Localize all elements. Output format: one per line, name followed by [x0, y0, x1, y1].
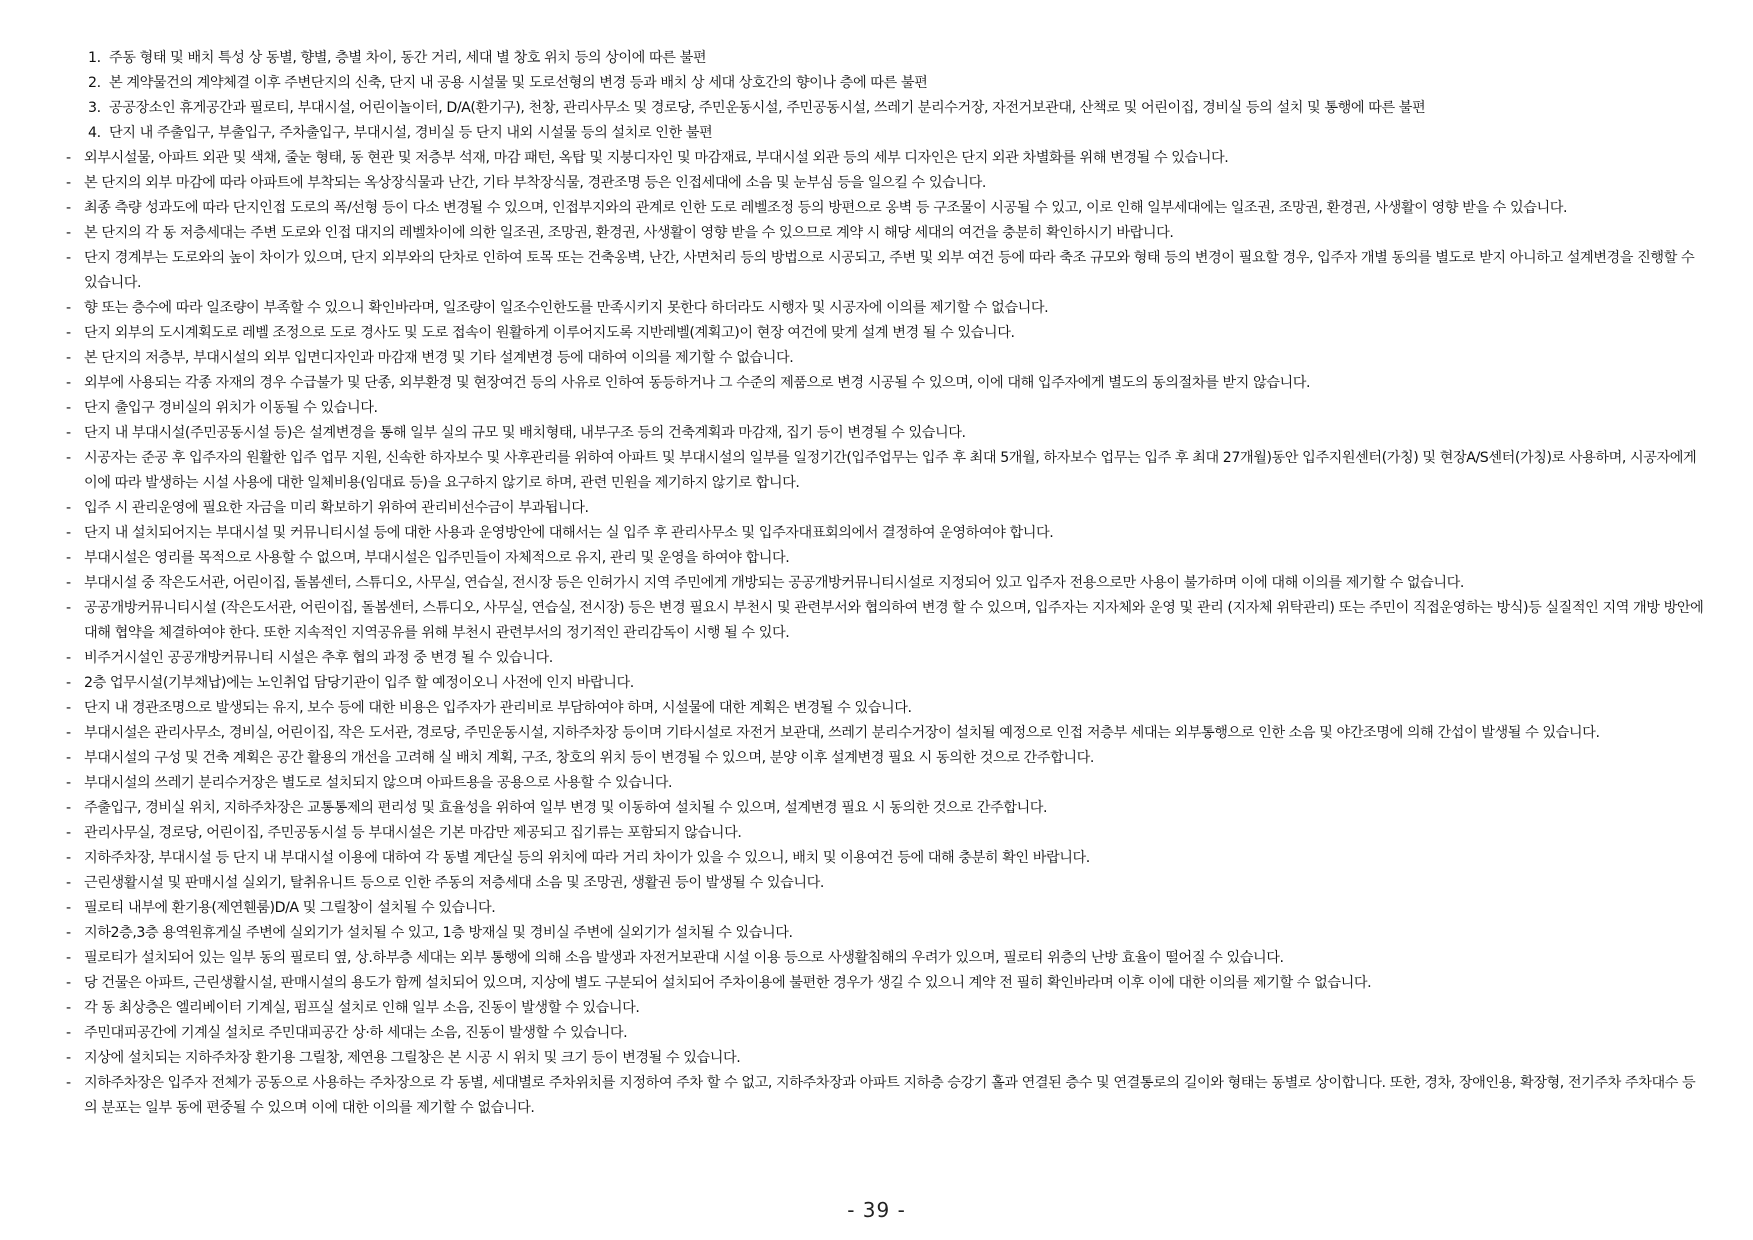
notice-item: [66, 896, 1706, 921]
bullet-dash: -: [66, 875, 71, 891]
notice-item: [66, 596, 1706, 646]
notice-item: [66, 496, 1706, 521]
item-text: 단지 내 주출입구, 부출입구, 주차출입구, 부대시설, 경비실 등 단지 내외 시설물 등의 설치로 인한 불편: [109, 125, 713, 141]
item-text: 공공장소인 휴게공간과 필로티, 부대시설, 어린이놀이터, D/A(환기구), 천창, 관리사무소 및 경로당, 주민운동시설, 주민공동시설, 쓰레기 분리수거장, 자전거보관대, 산책로 및 어린이집, 경비실 등의 설치 및 통행에 따른 불편: [109, 100, 1426, 116]
bullet-dash: -: [66, 325, 71, 341]
notice-item: [66, 996, 1706, 1021]
notice-item: [66, 421, 1706, 446]
notice-text: 단지 출입구 경비실의 위치가 이동될 수 있습니다.: [84, 400, 378, 416]
bullet-dash: -: [66, 250, 71, 266]
notice-text: 지하주차장, 부대시설 등 단지 내 부대시설 이용에 대하여 각 동별 계단실 등의 위치에 따라 거리 차이가 있을 수 있으니, 배치 및 이용여건 등에 대해 충분히 확인 바랍니다.: [84, 850, 1090, 866]
numbered-item: [88, 71, 1706, 96]
notice-item: [66, 571, 1706, 596]
bullet-dash: -: [66, 700, 71, 716]
notice-item: [66, 546, 1706, 571]
bullet-dash: -: [66, 750, 71, 766]
bullet-dash: -: [66, 900, 71, 916]
numbered-item: [88, 121, 1706, 146]
notice-item: [66, 671, 1706, 696]
bullet-dash: -: [66, 600, 71, 616]
bullet-dash: -: [66, 175, 71, 191]
numbered-item: [88, 96, 1706, 121]
bullet-dash: -: [66, 375, 71, 391]
notice-item: [66, 1046, 1706, 1071]
item-number: 3.: [88, 100, 101, 116]
notice-text: 지하주차장은 입주자 전체가 공동으로 사용하는 주차장으로 각 동별, 세대별로 주차위치를 지정하여 주차 할 수 없고, 지하주차장과 아파트 지하층 승강기 홀과 연결된 층수 및 연결통로의 길이와 형태는 동별로 상이합니다. 또한, 경차, 장애인용, 확장형, 전기주차 주차대수 등의 분포는 일부 동에 편중될 수 있으며 이에 대한 이의를 제기할 수 없습니다.: [84, 1075, 1696, 1116]
notice-text: 단지 내 부대시설(주민공동시설 등)은 설계변경을 통해 일부 실의 규모 및 배치형태, 내부구조 등의 건축계획과 마감재, 집기 등이 변경될 수 있습니다.: [84, 425, 966, 441]
item-text: 주동 형태 및 배치 특성 상 동별, 향별, 층별 차이, 동간 거리, 세대 별 창호 위치 등의 상이에 따른 불편: [109, 50, 707, 66]
notice-text: 2층 업무시설(기부채납)에는 노인취업 담당기관이 입주 할 예정이오니 사전에 인지 바랍니다.: [84, 675, 634, 691]
notice-item: [66, 771, 1706, 796]
notice-item: [66, 971, 1706, 996]
notice-item: [66, 1071, 1706, 1121]
notice-item: [66, 346, 1706, 371]
bullet-dash: -: [66, 1075, 71, 1091]
bullet-dash: -: [66, 950, 71, 966]
bullet-dash: -: [66, 300, 71, 316]
notice-item: [66, 921, 1706, 946]
notice-item: [66, 321, 1706, 346]
notice-text: 외부에 사용되는 각종 자재의 경우 수급불가 및 단종, 외부환경 및 현장여건 등의 사유로 인하여 동등하거나 그 수준의 제품으로 변경 시공될 수 있으며, 이에 대해 입주자에게 별도의 동의절차를 받지 않습니다.: [84, 375, 1311, 391]
numbered-list: [88, 46, 1706, 146]
bullet-dash: -: [66, 925, 71, 941]
bullet-dash: -: [66, 500, 71, 516]
notice-item: [66, 721, 1706, 746]
notice-text: 단지 경계부는 도로와의 높이 차이가 있으며, 단지 외부와의 단차로 인하여 토목 또는 건축옹벽, 난간, 사면처리 등의 방법으로 시공되고, 주변 및 외부 여건 등에 따라 축조 규모와 형태 등의 변경이 필요할 경우, 입주자 개별 동의를 별도로 받지 아니하고 설계변경을 진행할 수 있습니다.: [84, 250, 1695, 291]
bullet-dash: -: [66, 800, 71, 816]
bullet-dash: -: [66, 525, 71, 541]
notice-list: [66, 146, 1706, 1121]
notice-item: [66, 796, 1706, 821]
bullet-dash: -: [66, 1025, 71, 1041]
notice-text: 필로티가 설치되어 있는 일부 동의 필로티 옆, 상.하부층 세대는 외부 통행에 의해 소음 발생과 자전거보관대 시설 이용 등으로 사생활침해의 우려가 있으며, 필로티 위층의 난방 효율이 떨어질 수 있습니다.: [84, 950, 1284, 966]
bullet-dash: -: [66, 850, 71, 866]
notice-item: [66, 221, 1706, 246]
notice-item: [66, 946, 1706, 971]
notice-text: 각 동 최상층은 엘리베이터 기계실, 펌프실 설치로 인해 일부 소음, 진동이 발생할 수 있습니다.: [84, 1000, 640, 1016]
notice-text: 부대시설의 구성 및 건축 계획은 공간 활용의 개선을 고려해 실 배치 계획, 구조, 창호의 위치 등이 변경될 수 있으며, 분양 이후 설계변경 필요 시 동의한 것으로 간주합니다.: [84, 750, 1094, 766]
notice-text: 주출입구, 경비실 위치, 지하주차장은 교통통제의 편리성 및 효율성을 위하여 일부 변경 및 이동하여 설치될 수 있으며, 설계변경 필요 시 동의한 것으로 간주합니다.: [84, 800, 1048, 816]
notice-text: 부대시설의 쓰레기 분리수거장은 별도로 설치되지 않으며 아파트용을 공용으로 사용할 수 있습니다.: [84, 775, 673, 791]
notice-text: 관리사무실, 경로당, 어린이집, 주민공동시설 등 부대시설은 기본 마감만 제공되고 집기류는 포함되지 않습니다.: [84, 825, 742, 841]
notice-text: 단지 내 설치되어지는 부대시설 및 커뮤니티시설 등에 대한 사용과 운영방안에 대해서는 실 입주 후 관리사무소 및 입주자대표회의에서 결정하여 운영하여야 합니다.: [84, 525, 1054, 541]
notice-text: 향 또는 층수에 따라 일조량이 부족할 수 있으니 확인바라며, 일조량이 일조수인한도를 만족시키지 못한다 하더라도 시행자 및 시공자에 이의를 제기할 수 없습니다.: [84, 300, 1049, 316]
notice-item: [66, 696, 1706, 721]
numbered-item: [88, 46, 1706, 71]
notice-text: 부대시설 중 작은도서관, 어린이집, 돌봄센터, 스튜디오, 사무실, 연습실, 전시장 등은 인허가시 지역 주민에게 개방되는 공공개방커뮤니티시설로 지정되어 있고 입주자 전용으로만 사용이 불가하며 이에 대해 이의를 제기할 수 없습니다.: [84, 575, 1464, 591]
notice-item: [66, 196, 1706, 221]
item-number: 1.: [88, 50, 101, 66]
notice-text: 부대시설은 관리사무소, 경비실, 어린이집, 작은 도서관, 경로당, 주민운동시설, 지하주차장 등이며 기타시설로 자전거 보관대, 쓰레기 분리수거장이 설치될 예정으로 인접 저층부 세대는 외부통행으로 인한 소음 및 야간조명에 의해 간섭이 발생될 수 있습니다.: [84, 725, 1600, 741]
notice-item: [66, 296, 1706, 321]
bullet-dash: -: [66, 200, 71, 216]
bullet-dash: -: [66, 825, 71, 841]
bullet-dash: -: [66, 350, 71, 366]
bullet-dash: -: [66, 425, 71, 441]
notice-text: 당 건물은 아파트, 근린생활시설, 판매시설의 용도가 함께 설치되어 있으며, 지상에 별도 구분되어 설치되어 주차이용에 불편한 경우가 생길 수 있으니 계약 전 필히 확인바라며 이후 이에 대한 이의를 제기할 수 없습니다.: [84, 975, 1372, 991]
notice-item: [66, 371, 1706, 396]
notice-text: 최종 측량 성과도에 따라 단지인접 도로의 폭/선형 등이 다소 변경될 수 있으며, 인접부지와의 관계로 인한 도로 레벨조정 등의 방편으로 옹벽 등 구조물이 시공될 수 있고, 이로 인해 일부세대에는 일조권, 조망권, 환경권, 사생활이 영향 받을 수 있습니다.: [84, 200, 1568, 216]
bullet-dash: -: [66, 575, 71, 591]
notice-text: 본 단지의 저층부, 부대시설의 외부 입면디자인과 마감재 변경 및 기타 설계변경 등에 대하여 이의를 제기할 수 없습니다.: [84, 350, 794, 366]
bullet-dash: -: [66, 975, 71, 991]
page-number: - 39 -: [847, 1198, 906, 1222]
bullet-dash: -: [66, 1000, 71, 1016]
notice-text: 공공개방커뮤니티시설 (작은도서관, 어린이집, 돌봄센터, 스튜디오, 사무실, 연습실, 전시장) 등은 변경 필요시 부천시 및 관련부서와 협의하여 변경 할 수 있으며, 입주자는 지자체와 운영 및 관리 (지자체 위탁관리) 또는 주민이 직접운영하는 방식)등 실질적인 지역 개방 방안에 대해 협약을 체결하여야 한다. 또한 지속적인 지역공유를 위해 부천시 관련부서의 정기적인 관리감독이 시행 될 수 있다.: [84, 600, 1704, 641]
notice-text: 입주 시 관리운영에 필요한 자금을 미리 확보하기 위하여 관리비선수금이 부과됩니다.: [84, 500, 589, 516]
notice-item: [66, 446, 1706, 496]
notice-item: [66, 396, 1706, 421]
document-body: [66, 46, 1706, 1121]
notice-text: 본 단지의 외부 마감에 따라 아파트에 부착되는 옥상장식물과 난간, 기타 부착장식물, 경관조명 등은 인접세대에 소음 및 눈부심 등을 일으킬 수 있습니다.: [84, 175, 986, 191]
notice-text: 지상에 설치되는 지하주차장 환기용 그릴창, 제연용 그릴창은 본 시공 시 위치 및 크기 등이 변경될 수 있습니다.: [84, 1050, 741, 1066]
notice-item: [66, 746, 1706, 771]
bullet-dash: -: [66, 1050, 71, 1066]
bullet-dash: -: [66, 675, 71, 691]
bullet-dash: -: [66, 650, 71, 666]
notice-text: 부대시설은 영리를 목적으로 사용할 수 없으며, 부대시설은 입주민들이 자체적으로 유지, 관리 및 운영을 하여야 합니다.: [84, 550, 790, 566]
notice-text: 단지 내 경관조명으로 발생되는 유지, 보수 등에 대한 비용은 입주자가 관리비로 부담하여야 하며, 시설물에 대한 계획은 변경될 수 있습니다.: [84, 700, 912, 716]
bullet-dash: -: [66, 450, 71, 466]
notice-text: 근린생활시설 및 판매시설 실외기, 탈취유니트 등으로 인한 주동의 저층세대 소음 및 조망권, 생활권 등이 발생될 수 있습니다.: [84, 875, 824, 891]
notice-text: 주민대피공간에 기계실 설치로 주민대피공간 상·하 세대는 소음, 진동이 발생할 수 있습니다.: [84, 1025, 628, 1041]
notice-item: [66, 1021, 1706, 1046]
notice-item: [66, 171, 1706, 196]
notice-item: [66, 521, 1706, 546]
notice-item: [66, 646, 1706, 671]
notice-text: 시공자는 준공 후 입주자의 원활한 입주 업무 지원, 신속한 하자보수 및 사후관리를 위하여 아파트 및 부대시설의 일부를 일정기간(입주업무는 입주 후 최대 5개월, 하자보수 업무는 입주 후 최대 27개월)동안 입주지원센터(가칭) 및 현장A/S센터(가칭)로 사용하며, 시공자에게 이에 따라 발생하는 시설 사용에 대한 일체비용(임대료 등)을 요구하지 않기로 하며, 관련 민원을 제기하지 않기로 합니다.: [84, 450, 1697, 491]
bullet-dash: -: [66, 725, 71, 741]
notice-text: 필로티 내부에 환기용(제연휀룸)D/A 및 그릴창이 설치될 수 있습니다.: [84, 900, 496, 916]
notice-text: 지하2층,3층 용역원휴게실 주변에 실외기가 설치될 수 있고, 1층 방재실 및 경비실 주변에 실외기가 설치될 수 있습니다.: [84, 925, 793, 941]
notice-text: 본 단지의 각 동 저층세대는 주변 도로와 인접 대지의 레벨차이에 의한 일조권, 조망권, 환경권, 사생활이 영향 받을 수 있으므로 계약 시 해당 세대의 여건을 충분히 확인하시기 바랍니다.: [84, 225, 1174, 241]
notice-item: [66, 846, 1706, 871]
notice-text: 외부시설물, 아파트 외관 및 색채, 줄눈 형태, 동 현관 및 저층부 석재, 마감 패턴, 옥탑 및 지붕디자인 및 마감재료, 부대시설 외관 등의 세부 디자인은 단지 외관 차별화를 위해 변경될 수 있습니다.: [84, 150, 1229, 166]
notice-text: 단지 외부의 도시계획도로 레벨 조정으로 도로 경사도 및 도로 접속이 원활하게 이루어지도록 지반레벨(계획고)이 현장 여건에 맞게 설계 변경 될 수 있습니다.: [84, 325, 1015, 341]
item-number: 4.: [88, 125, 101, 141]
item-number: 2.: [88, 75, 101, 91]
bullet-dash: -: [66, 150, 71, 166]
notice-item: [66, 146, 1706, 171]
bullet-dash: -: [66, 400, 71, 416]
notice-item: [66, 871, 1706, 896]
item-text: 본 계약물건의 계약체결 이후 주변단지의 신축, 단지 내 공용 시설물 및 도로선형의 변경 등과 배치 상 세대 상호간의 향이나 층에 따른 불편: [109, 75, 928, 91]
bullet-dash: -: [66, 775, 71, 791]
notice-item: [66, 246, 1706, 296]
notice-item: [66, 821, 1706, 846]
bullet-dash: -: [66, 550, 71, 566]
notice-text: 비주거시설인 공공개방커뮤니티 시설은 추후 협의 과정 중 변경 될 수 있습니다.: [84, 650, 553, 666]
bullet-dash: -: [66, 225, 71, 241]
